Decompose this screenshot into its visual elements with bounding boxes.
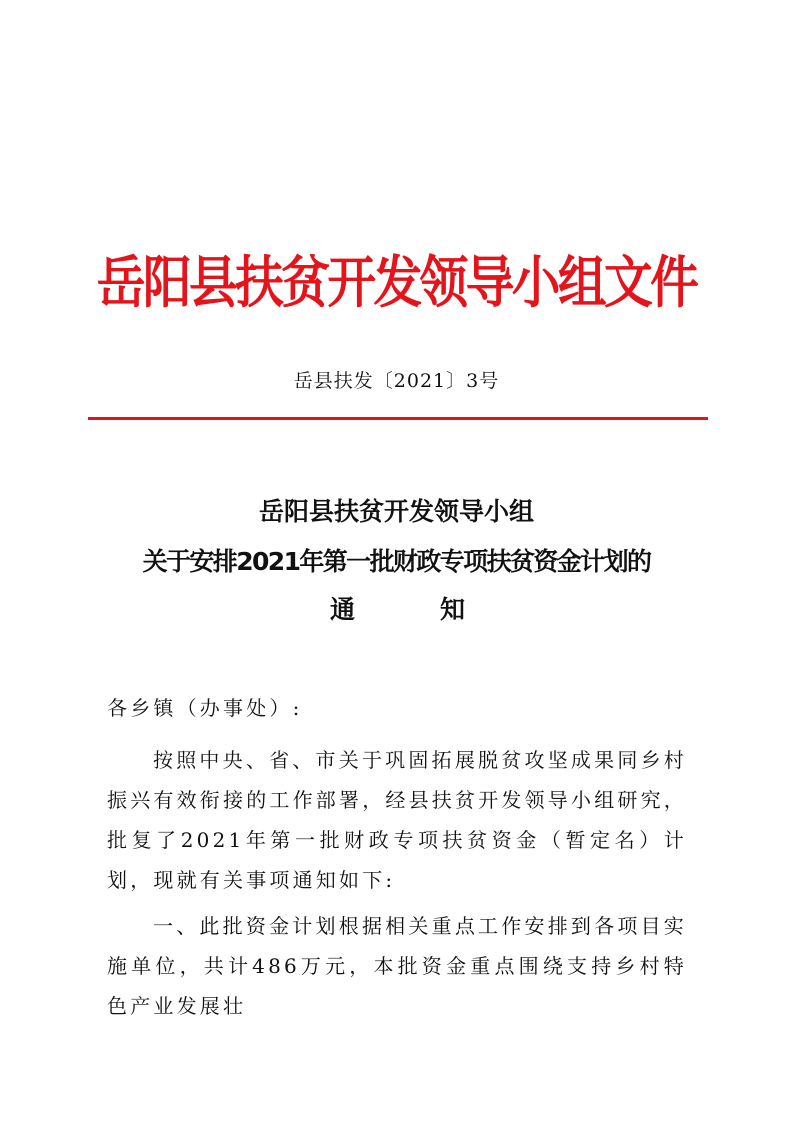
document-number: 岳县扶发〔2021〕3号 — [293, 370, 500, 392]
document-title-line-2: 关于安排2021年第一批财政专项扶贫资金计划的 — [142, 547, 651, 576]
red-divider-line — [88, 417, 708, 420]
document-title-line-1: 岳阳县扶贫开发领导小组 — [258, 497, 534, 526]
document-issuer-header: 岳阳县扶贫开发领导小组文件 — [96, 251, 697, 316]
salutation: 各乡镇（办事处）: — [107, 696, 303, 720]
body-paragraph-2: 一、此批资金计划根据相关重点工作安排到各项目实施单位，共计486万元，本批资金重点围绕支持乡村特色产业发展壮 — [107, 914, 687, 1018]
title-word-zhi: 知 — [440, 595, 466, 624]
title-word-tong: 通 — [330, 595, 356, 624]
body-paragraph-1: 按照中央、省、市关于巩固拓展脱贫攻坚成果同乡村振兴有效衔接的工作部署，经县扶贫开发领导小组研究，批复了2021年第一批财政专项扶贫资金（暂定名）计划，现就有关事项通知如下: — [107, 748, 687, 892]
